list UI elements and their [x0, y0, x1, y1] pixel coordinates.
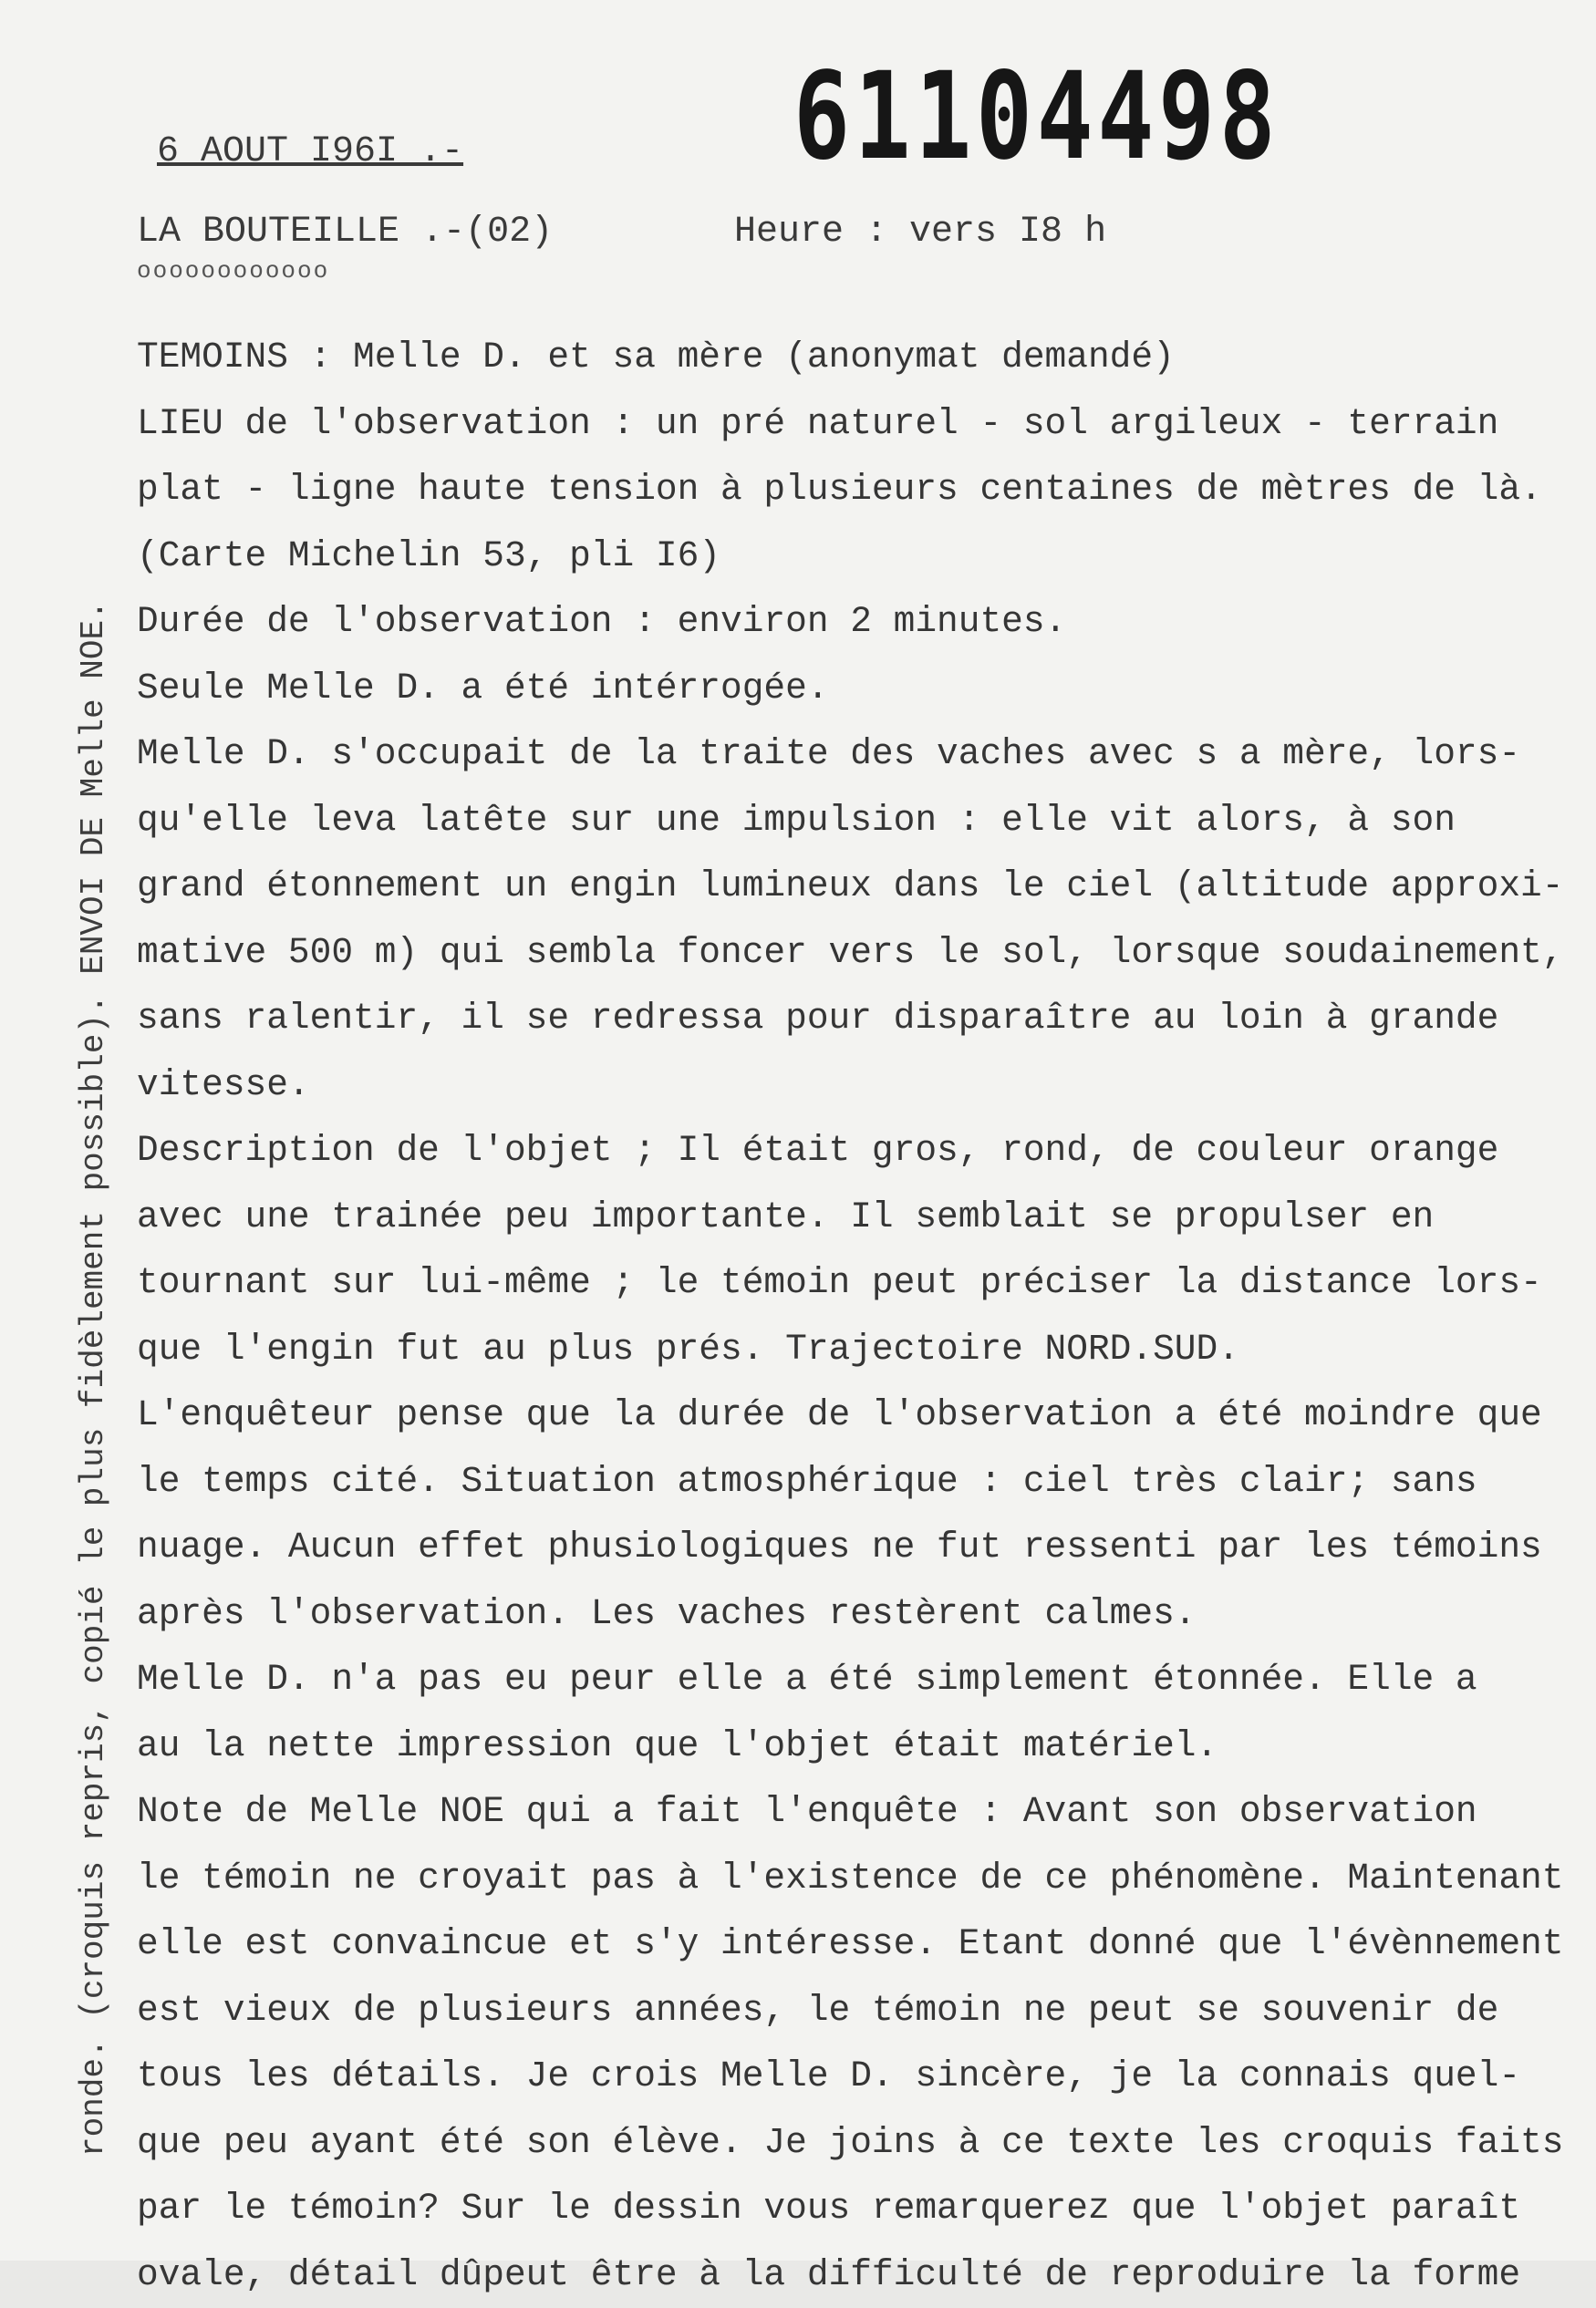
text-line: Seule Melle D. a été intérrogée.	[137, 656, 1560, 722]
text-line: elle est convaincue et s'y intéresse. Etant donné que l'évènnement	[137, 1911, 1560, 1978]
text-line: vitesse.	[137, 1052, 1560, 1119]
text-line: grand étonnement un engin lumineux dans le ciel (altitude approxi-	[137, 854, 1560, 920]
place-underline: oooooooooooo	[137, 257, 329, 285]
margin-note: ronde. (croquis repris, copié le plus fidèlement possible). ENVOI DE Melle NOE.	[75, 600, 112, 2157]
text-line: Note de Melle NOE qui a fait l'enquête : Avant son observation	[137, 1779, 1560, 1846]
text-line: Melle D. n'a pas eu peur elle a été simplement étonnée. Elle a	[137, 1647, 1560, 1713]
text-line: plat - ligne haute tension à plusieurs centaines de mètres de là.	[137, 457, 1560, 523]
text-line: par le témoin? Sur le dessin vous remarquerez que l'objet paraît	[137, 2176, 1560, 2242]
document-number: 61104498	[793, 57, 1280, 177]
text-line: ovale, détail dûpeut être à la difficulté de reproduire la forme	[137, 2242, 1560, 2308]
text-line: après l'observation. Les vaches restèrent calmes.	[137, 1581, 1560, 1648]
text-line: sans ralentir, il se redressa pour disparaître au loin à grande	[137, 986, 1560, 1052]
text-line: Description de l'objet ; Il était gros, rond, de couleur orange	[137, 1118, 1560, 1185]
text-line: Durée de l'observation : environ 2 minutes.	[137, 589, 1560, 656]
text-line: que l'engin fut au plus prés. Trajectoire NORD.SUD.	[137, 1317, 1560, 1383]
text-line: mative 500 m) qui sembla foncer vers le sol, lorsque soudainement,	[137, 920, 1560, 987]
text-line: le temps cité. Situation atmosphérique : ciel très clair; sans	[137, 1449, 1560, 1516]
observation-date: 6 AOUT I96I .-	[157, 131, 463, 172]
observation-time: Heure : vers I8 h	[734, 212, 1106, 253]
text-line: le témoin ne croyait pas à l'existence de ce phénomène. Maintenant	[137, 1846, 1560, 1912]
text-line: nuage. Aucun effet phusiologiques ne fut ressenti par les témoins	[137, 1515, 1560, 1581]
text-line: est vieux de plusieurs années, le témoin ne peut se souvenir de	[137, 1978, 1560, 2044]
text-line: que peu ayant été son élève. Je joins à ce texte les croquis faits	[137, 2110, 1560, 2177]
report-body	[137, 325, 1560, 2308]
text-line: L'enquêteur pense que la durée de l'observation a été moindre que	[137, 1382, 1560, 1449]
observation-place: LA BOUTEILLE .-(02)	[137, 212, 553, 253]
text-line: tous les détails. Je crois Melle D. sincère, je la connais quel-	[137, 2044, 1560, 2110]
text-line: Melle D. s'occupait de la traite des vaches avec s a mère, lors-	[137, 721, 1560, 788]
text-line: (Carte Michelin 53, pli I6)	[137, 523, 1560, 590]
text-line: tournant sur lui-même ; le témoin peut préciser la distance lors-	[137, 1250, 1560, 1317]
text-line: TEMOINS : Melle D. et sa mère (anonymat demandé)	[137, 325, 1560, 391]
text-line: avec une trainée peu importante. Il semblait se propulser en	[137, 1185, 1560, 1251]
text-line: qu'elle leva latête sur une impulsion : elle vit alors, à son	[137, 788, 1560, 854]
text-line: au la nette impression que l'objet était matériel.	[137, 1713, 1560, 1780]
text-line: LIEU de l'observation : un pré naturel - sol argileux - terrain	[137, 391, 1560, 458]
